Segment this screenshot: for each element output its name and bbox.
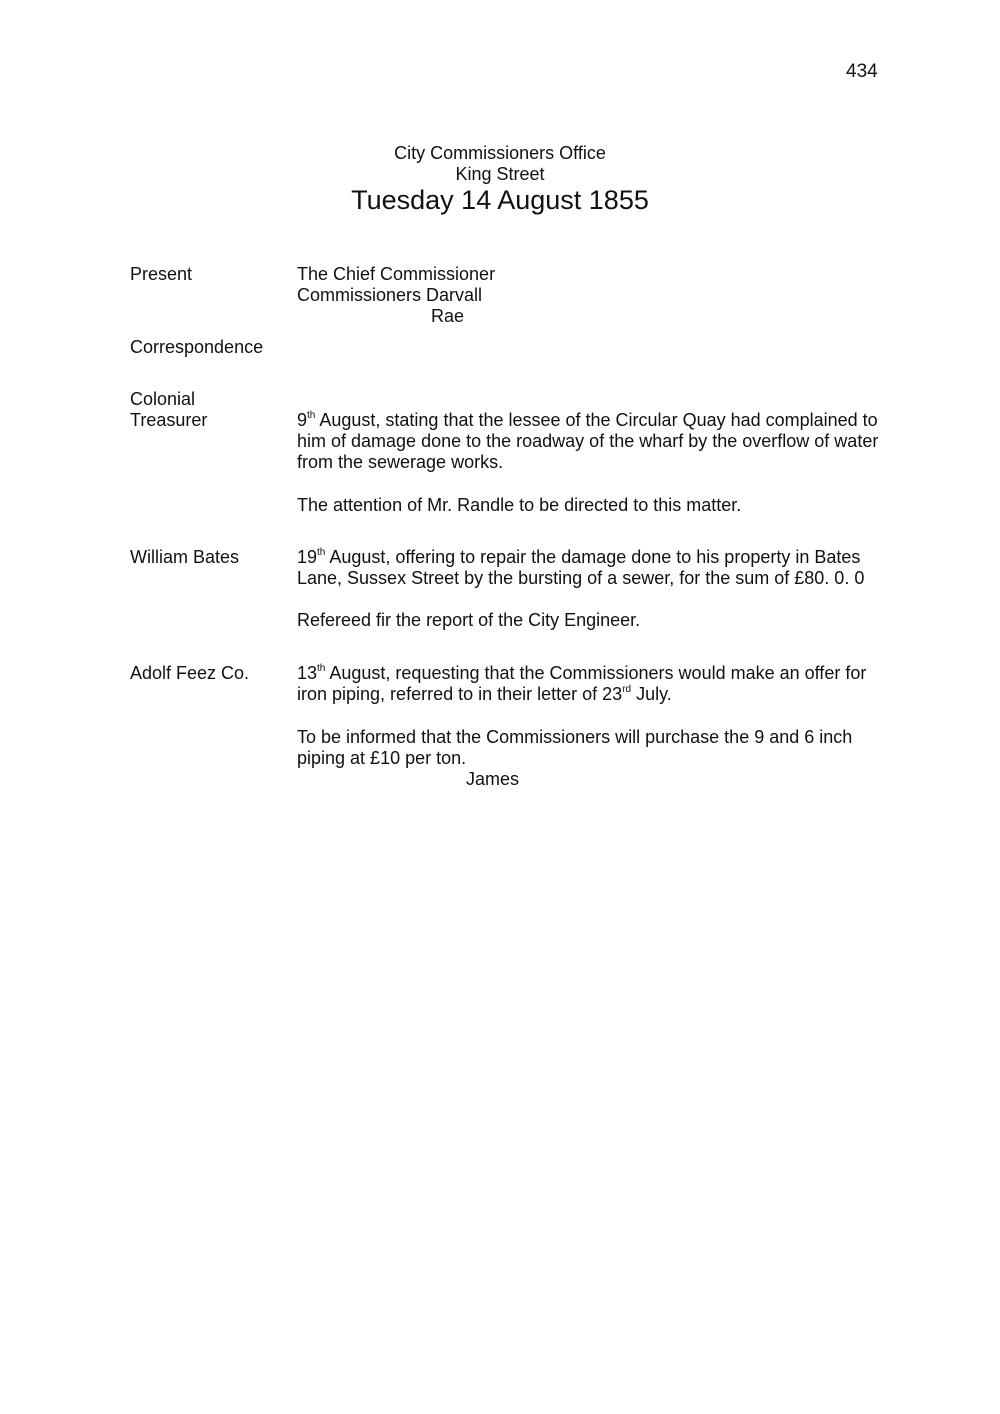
entry-text-line1 [297, 663, 866, 684]
entry-text: August, offering to repair the damage done to his property in Bates [325, 547, 861, 567]
street-heading: King Street [455, 164, 545, 184]
entry-label: William Bates [130, 547, 240, 567]
entry-label: Adolf Feez Co. [130, 663, 250, 683]
entry-text-part: July. [631, 684, 672, 704]
entry-text-line3: from the sewerage works. [297, 452, 504, 472]
meeting-date: Tuesday 14 August 1855 [351, 185, 649, 215]
entry-resolution-line1: To be informed that the Commissioners will purchase the 9 and 6 inch [297, 727, 853, 747]
entry-text-line1 [297, 410, 878, 431]
entry-text-line2 [297, 684, 672, 705]
entry-text: August, stating that the lessee of the Circular Quay had complained to [315, 410, 878, 430]
present-line-rae: Rae [431, 306, 465, 326]
page-number: 434 [846, 61, 878, 82]
entry-day: 13 [297, 663, 318, 683]
correspondence-heading: Correspondence [130, 337, 264, 357]
entry-day: 9 [297, 410, 308, 430]
office-heading: City Commissioners Office [394, 143, 606, 163]
entry-resolution: The attention of Mr. Randle to be directed to this matter. [297, 495, 742, 515]
entry-text-part: iron piping, referred to in their letter of 23 [297, 684, 623, 704]
present-line-chief: The Chief Commissioner [297, 264, 496, 284]
entry-day-suffix: th [307, 410, 316, 421]
present-label: Present [130, 264, 193, 284]
entry-label-line2: Treasurer [130, 410, 208, 430]
entry-text-line2: Lane, Sussex Street by the bursting of a sewer, for the sum of £80. 0. 0 [297, 568, 865, 588]
entry-signature: James [466, 769, 520, 789]
entry-resolution: Refereed fir the report of the City Engineer. [297, 610, 641, 630]
entry-text-line2: him of damage done to the roadway of the wharf by the overflow of water [297, 431, 879, 451]
entry-text-line1 [297, 547, 860, 568]
entry-date-suffix: rd [622, 684, 632, 695]
entry-day-suffix: th [317, 663, 326, 674]
entry-resolution-line2: piping at £10 per ton. [297, 748, 467, 768]
entry-day: 19 [297, 547, 318, 567]
entry-day-suffix: th [317, 547, 326, 558]
entry-label-line1: Colonial [130, 389, 196, 409]
present-line-commissioners: Commissioners Darvall [297, 285, 483, 305]
entry-text: August, requesting that the Commissioners would make an offer for [325, 663, 867, 683]
